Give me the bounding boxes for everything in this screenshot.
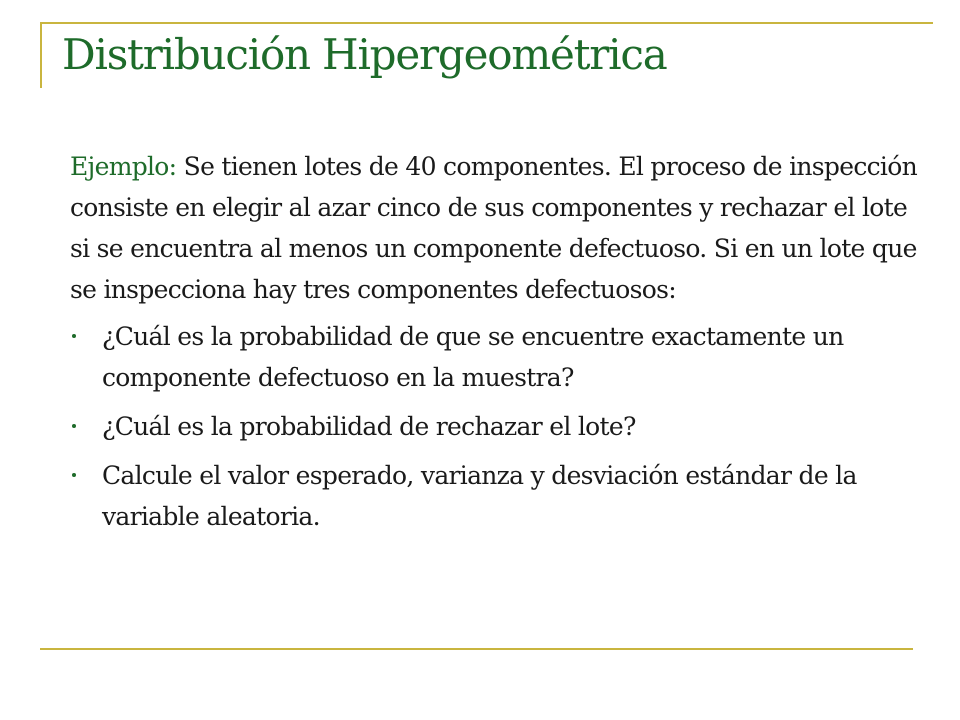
bullet-text: Calcule el valor esperado, varianza y desviación estándar de la variable aleatoria. <box>102 461 857 531</box>
bullet-icon <box>72 473 76 477</box>
example-paragraph <box>70 146 930 310</box>
slide-title: Distribución Hipergeométrica <box>62 30 667 79</box>
slide-content <box>70 146 930 545</box>
left-border-line <box>40 22 42 88</box>
list-item <box>70 406 930 447</box>
example-text: Se tienen lotes de 40 componentes. El proceso de inspección consiste en elegir al azar cinco de sus componentes y rechazar el lote si se encuentra al menos un componente defectuoso. Si en un lote que se inspecciona hay tres componentes defectuosos: <box>70 152 917 304</box>
bullet-text: ¿Cuál es la probabilidad de rechazar el lote? <box>102 412 636 441</box>
bullet-icon <box>72 424 76 428</box>
question-list <box>70 316 930 537</box>
list-item <box>70 316 930 398</box>
bullet-text: ¿Cuál es la probabilidad de que se encuentre exactamente un componente defectuoso en la muestra? <box>102 322 844 392</box>
top-border-line <box>40 22 933 24</box>
list-item <box>70 455 930 537</box>
example-label: Ejemplo: <box>70 152 177 181</box>
bullet-icon <box>72 334 76 338</box>
bottom-border-line <box>40 648 913 650</box>
